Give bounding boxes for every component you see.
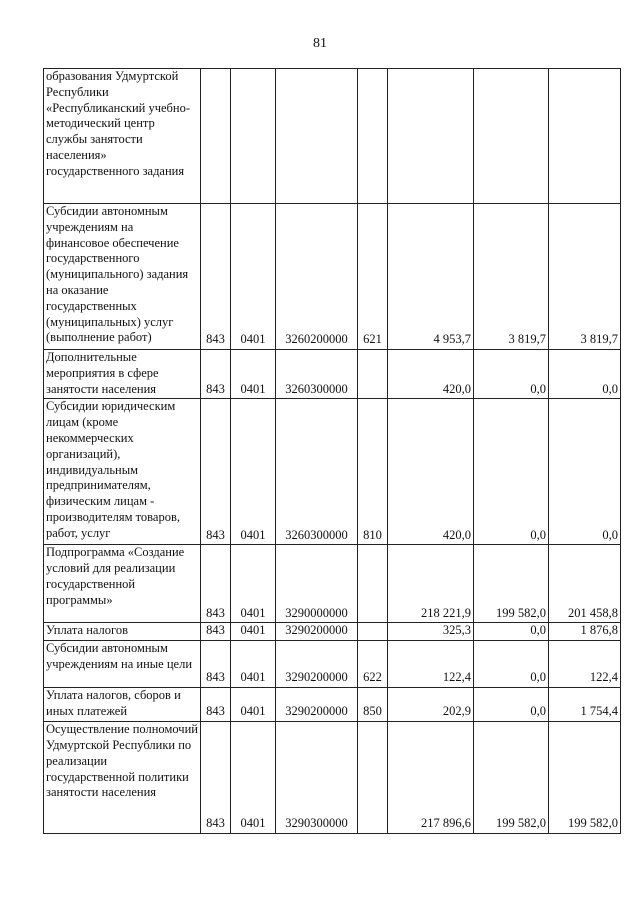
table-row [44,641,621,688]
amount-3: 3 819,7 [549,204,621,350]
amount-3: 0,0 [549,350,621,399]
section-code: 0401 [231,623,276,641]
expense-type [358,722,388,834]
row-name: Дополнительные мероприятия в сфере занятости населения [44,350,201,399]
expense-type [358,350,388,399]
amount-2: 199 582,0 [474,545,549,623]
table-row [44,399,621,545]
target-code: 3290000000 [276,545,358,623]
amount-2: 0,0 [474,641,549,688]
amount-1: 325,3 [388,623,474,641]
section-code [231,69,276,204]
table-row [44,688,621,722]
section-code: 0401 [231,399,276,545]
row-name: Субсидии автономным учреждениям на финансовое обеспечение государственного (муниципального) задания на оказание государственных (муниципальных) услуг (выполнение работ) [44,204,201,350]
amount-3: 0,0 [549,399,621,545]
expense-type [358,623,388,641]
section-code: 0401 [231,641,276,688]
target-code: 3290300000 [276,722,358,834]
row-name: Подпрограмма «Создание условий для реализации государственной программы» [44,545,201,623]
target-code: 3260300000 [276,399,358,545]
amount-1 [388,69,474,204]
admin-code: 843 [201,545,231,623]
admin-code: 843 [201,623,231,641]
expense-type: 621 [358,204,388,350]
target-code: 3260300000 [276,350,358,399]
amount-3 [549,69,621,204]
target-code: 3290200000 [276,641,358,688]
amount-1: 202,9 [388,688,474,722]
section-code: 0401 [231,350,276,399]
amount-1: 420,0 [388,399,474,545]
target-code [276,69,358,204]
expense-type: 622 [358,641,388,688]
table-row [44,545,621,623]
section-code: 0401 [231,204,276,350]
expense-type: 810 [358,399,388,545]
table-row [44,69,621,204]
page-number: 81 [313,36,327,51]
row-name: Уплата налогов [44,623,201,641]
amount-2: 0,0 [474,623,549,641]
section-code: 0401 [231,688,276,722]
amount-2: 3 819,7 [474,204,549,350]
amount-1: 218 221,9 [388,545,474,623]
section-code: 0401 [231,722,276,834]
amount-3: 122,4 [549,641,621,688]
amount-2: 0,0 [474,399,549,545]
admin-code [201,69,231,204]
row-name: Осуществление полномочий Удмуртской Республики по реализации государственной политики занятости населения [44,722,201,834]
amount-3: 201 458,8 [549,545,621,623]
admin-code: 843 [201,722,231,834]
expense-type [358,69,388,204]
table-row [44,623,621,641]
table-row [44,204,621,350]
amount-1: 420,0 [388,350,474,399]
amount-3: 1 754,4 [549,688,621,722]
amount-2: 0,0 [474,688,549,722]
amount-1: 4 953,7 [388,204,474,350]
target-code: 3290200000 [276,623,358,641]
row-name: Уплата налогов, сборов и иных платежей [44,688,201,722]
amount-3: 1 876,8 [549,623,621,641]
budget-table [43,68,621,834]
amount-3: 199 582,0 [549,722,621,834]
target-code: 3290200000 [276,688,358,722]
admin-code: 843 [201,641,231,688]
amount-2: 0,0 [474,350,549,399]
admin-code: 843 [201,350,231,399]
amount-1: 217 896,6 [388,722,474,834]
amount-2 [474,69,549,204]
table-row [44,350,621,399]
amount-1: 122,4 [388,641,474,688]
table-row [44,722,621,834]
row-name: Субсидии юридическим лицам (кроме некоммерческих организаций), индивидуальным предпринимателям, физическим лицам - производителям товаров, работ, услуг [44,399,201,545]
row-name: образования Удмуртской Республики «Республиканский учебно-методический центр службы занятости населения» государственного задания [44,69,201,204]
admin-code: 843 [201,688,231,722]
target-code: 3260200000 [276,204,358,350]
admin-code: 843 [201,204,231,350]
row-name: Субсидии автономным учреждениям на иные цели [44,641,201,688]
section-code: 0401 [231,545,276,623]
expense-type [358,545,388,623]
amount-2: 199 582,0 [474,722,549,834]
expense-type: 850 [358,688,388,722]
admin-code: 843 [201,399,231,545]
